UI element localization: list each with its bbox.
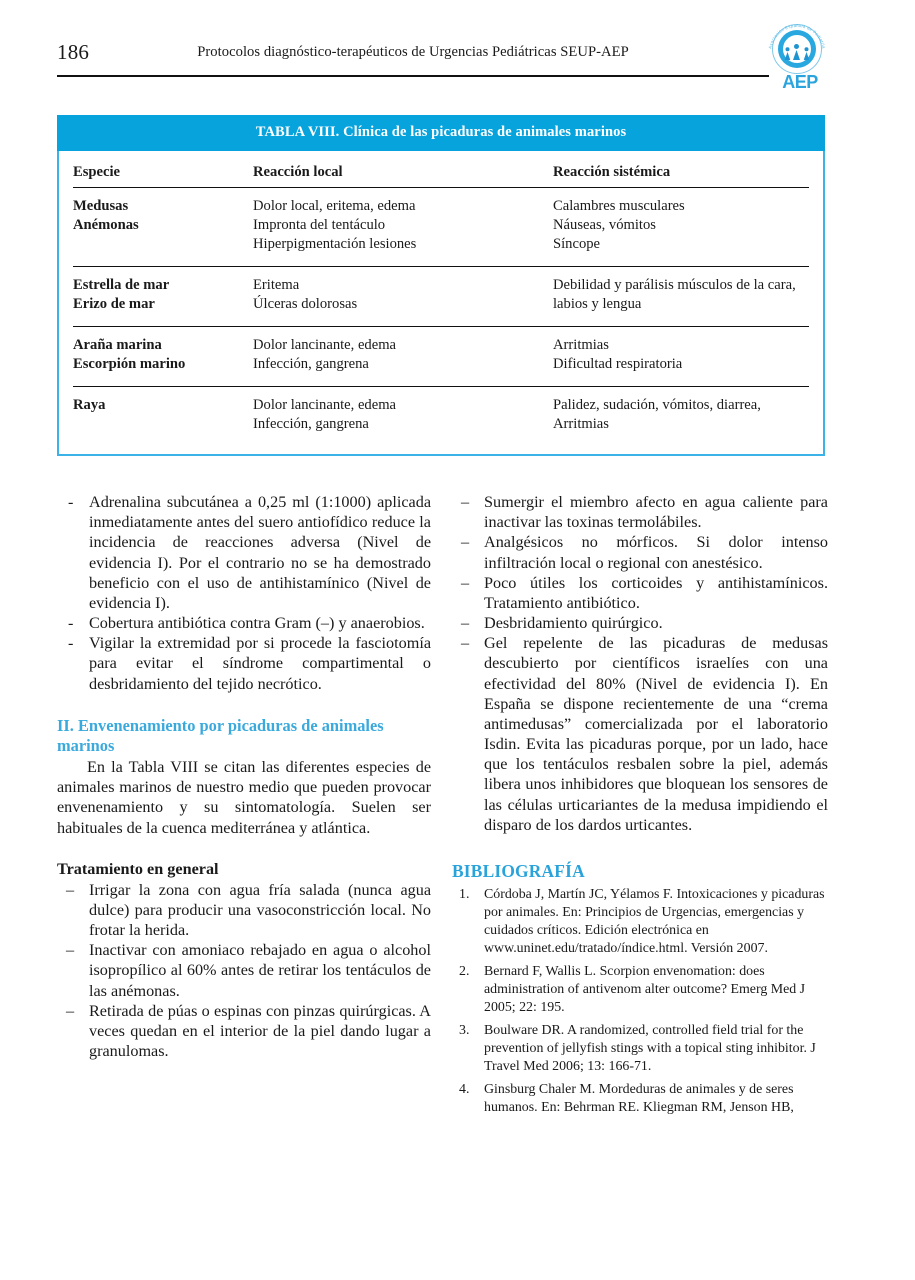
cell-line: Palidez, sudación, vómitos, diarrea, xyxy=(553,396,761,413)
list-item-text: Desbridamiento quirúrgico. xyxy=(484,614,663,633)
cell-line: Arritmias xyxy=(553,415,609,432)
cell-line: Dolor lancinante, edema xyxy=(253,396,397,413)
logo-arc-label: Asociación Española de Pediatría xyxy=(767,22,827,50)
cell-line: labios y lengua xyxy=(553,295,642,312)
table-row xyxy=(73,266,809,326)
section-heading-ii: II. Envenenamiento por picaduras de animales marinos xyxy=(57,715,384,755)
list-item-text: Sumergir el miembro afecto en agua caliente para inactivar las toxinas termolábiles. xyxy=(484,493,828,532)
bullet-glyph: – xyxy=(66,880,75,899)
cell-line: Raya xyxy=(73,396,106,413)
cell-reaccion-sistemica xyxy=(553,266,809,326)
table-body xyxy=(57,151,825,456)
cell-line: Dolor local, eritema, edema xyxy=(253,198,416,214)
cell-line: Estrella de mar xyxy=(73,276,170,293)
list-item-text: Vigilar la extremidad por si procede la fasciotomía para evitar el síndrome compartimental o desbridamiento del tejido necrótico. xyxy=(89,634,431,693)
bullet-glyph: – xyxy=(66,1001,75,1020)
bullet-glyph: - xyxy=(68,634,74,653)
general-treatment-list xyxy=(57,880,431,1062)
list-item xyxy=(57,633,431,694)
list-item xyxy=(57,880,431,941)
list-item xyxy=(452,532,828,572)
logo-wordmark: AEP xyxy=(782,72,818,92)
list-item-text: Adrenalina subcutánea a 0,25 ml (1:1000) aplicada inmediatamente antes del suero antiofídico reduce la incidencia de reacciones adversa (Nivel de evidencia I). Por el contrario no se ha demostrado beneficio con el uso de antihistamínico (Nivel de evidencia I). xyxy=(89,493,431,612)
list-item-text: Irrigar la zona con agua fría salada (nunca agua dulce) para producir una vasoconstricción local. No frotar la herida. xyxy=(89,880,431,940)
clinical-table xyxy=(73,160,809,440)
right-column xyxy=(452,492,828,1122)
cell-especie xyxy=(73,188,253,267)
cell-line: Impronta del tentáculo xyxy=(253,216,386,233)
list-item-text: Poco útiles los corticoides y antihistamínicos. Tratamiento antibiótico. xyxy=(484,573,828,612)
list-item xyxy=(57,1001,431,1062)
list-item-text: Gel repelente de las picaduras de medusas descubierto por científicos israelíes con una efectividad del 80% (Nivel de evidencia I). En España se dispone recientemente de una “crema antimedusas” comercializada por el laboratorio Isdin. Evita las picaduras porque, por un lado, hace que los tentáculos resbalen sobre la piel, además libera unos inhibidores que bloquean los sensores de las células urticariantes de la medusa impidiendo el disparo de los dardos urticantes. xyxy=(484,634,828,834)
list-item-text: Inactivar con amoniaco rebajado en agua o alcohol isopropílico al 60% antes de retirar los tentáculos de las anémonas. xyxy=(89,941,431,1000)
cell-line: Dificultad respiratoria xyxy=(553,355,683,372)
running-head-title: Protocolos diagnóstico-terapéuticos de Urgencias Pediátricas SEUP-AEP xyxy=(197,44,629,60)
list-item xyxy=(452,492,828,532)
table-header-row xyxy=(73,160,809,188)
reference-number: 2. xyxy=(459,963,470,979)
bullet-glyph: - xyxy=(68,614,74,633)
bibliography-list xyxy=(452,886,828,1117)
cell-line: Calambres musculares xyxy=(553,198,685,214)
list-item xyxy=(452,633,828,835)
list-item xyxy=(57,492,431,613)
marine-treatment-list xyxy=(452,492,828,835)
table-row xyxy=(73,188,809,267)
reference-text: Boulware DR. A randomized, controlled field trial for the prevention of jellyfish stings with a topical sting inhibitor. J Travel Med 2006; 13: 166-71. xyxy=(484,1022,816,1074)
cell-line: Hiperpigmentación lesiones xyxy=(253,235,417,252)
cell-reaccion-local xyxy=(253,386,553,439)
cell-line: Infección, gangrena xyxy=(253,355,369,372)
column-header-reaccion-local: Reacción local xyxy=(253,160,553,188)
aep-logo xyxy=(760,24,840,90)
subheading-tratamiento-general: Tratamiento en general xyxy=(57,859,219,878)
cell-especie xyxy=(73,386,253,439)
list-item-text: Cobertura antibiótica contra Gram (–) y anaerobios. xyxy=(89,614,425,633)
list-item xyxy=(452,573,828,613)
bullet-glyph: – xyxy=(461,573,470,592)
table-caption: TABLA VIII. Clínica de las picaduras de animales marinos xyxy=(57,115,825,151)
reference-text: Ginsburg Chaler M. Mordeduras de animales y de seres humanos. En: Behrman RE. Kliegman RM, Jenson HB, xyxy=(484,1081,794,1115)
cell-reaccion-sistemica xyxy=(553,326,809,386)
cell-line: Anémonas xyxy=(73,216,139,233)
table-row xyxy=(73,326,809,386)
list-item xyxy=(57,940,431,1001)
cell-line: Arritmias xyxy=(553,336,609,353)
reference-number: 3. xyxy=(459,1022,470,1038)
list-item-text: Analgésicos no mórficos. Si dolor intenso infiltración local o regional con anestésico. xyxy=(484,533,828,572)
cell-reaccion-sistemica xyxy=(553,386,809,439)
bullet-glyph: – xyxy=(66,941,75,960)
cell-line: Araña marina xyxy=(73,336,162,353)
reference-text: Córdoba J, Martín JC, Yélamos F. Intoxicaciones y picaduras por animales. En: Principios de Urgencias, emergencias y cuidados críticos. Edición electrónica en www.uninet.edu/tratado/índice.html. Versión 2007. xyxy=(484,886,825,956)
cell-line: Escorpión marino xyxy=(73,355,186,372)
section-paragraph: En la Tabla VIII se citan las diferentes especies de animales marinos de nuestro medio que pueden provocar envenenamiento y su sintomatología. Suelen ser habituales de la cuenca mediterránea y atlántica. xyxy=(57,758,431,837)
cell-line: Síncope xyxy=(553,235,601,252)
page-header xyxy=(57,38,769,84)
bullet-glyph: – xyxy=(461,634,470,653)
bullet-glyph: – xyxy=(461,533,470,552)
bullet-glyph: - xyxy=(68,493,74,511)
bullet-glyph: – xyxy=(461,493,470,511)
cell-reaccion-local xyxy=(253,188,553,267)
header-divider xyxy=(57,75,769,77)
bibliography-heading: BIBLIOGRAFÍA xyxy=(452,860,585,881)
list-item xyxy=(452,613,828,633)
bibliography-item xyxy=(452,1022,828,1076)
cell-line: Erizo de mar xyxy=(73,295,155,312)
snake-bite-treatment-list xyxy=(57,492,431,694)
cell-line: Medusas xyxy=(73,198,129,214)
reference-number: 1. xyxy=(459,886,470,902)
cell-reaccion-local xyxy=(253,266,553,326)
bibliography-item xyxy=(452,963,828,1017)
list-item xyxy=(57,613,431,633)
page-number: 186 xyxy=(57,40,90,64)
cell-especie xyxy=(73,326,253,386)
cell-line: Eritema xyxy=(253,276,300,293)
list-item-text: Retirada de púas o espinas con pinzas quirúrgicas. A veces quedan en el interior de la piel dando lugar a granulomas. xyxy=(89,1001,431,1061)
table-row xyxy=(73,386,809,439)
cell-especie xyxy=(73,266,253,326)
cell-line: Infección, gangrena xyxy=(253,415,369,432)
logo-arc-text xyxy=(760,22,834,76)
reference-number: 4. xyxy=(459,1081,470,1097)
cell-line: Úlceras dolorosas xyxy=(253,295,358,312)
svg-text:Asociación Española de Pediatr xyxy=(767,23,826,50)
bibliography-item xyxy=(452,886,828,958)
bibliography-item xyxy=(452,1081,828,1117)
cell-line: Náuseas, vómitos xyxy=(553,216,656,233)
cell-reaccion-local xyxy=(253,326,553,386)
cell-reaccion-sistemica xyxy=(553,188,809,267)
table-viii xyxy=(57,115,825,456)
bullet-glyph: – xyxy=(461,614,470,633)
cell-line: Debilidad y parálisis músculos de la cara, xyxy=(553,276,796,293)
left-column xyxy=(57,492,431,1061)
column-header-especie: Especie xyxy=(73,160,253,188)
column-header-reaccion-sistemica: Reacción sistémica xyxy=(553,160,809,188)
cell-line: Dolor lancinante, edema xyxy=(253,336,397,353)
reference-text: Bernard F, Wallis L. Scorpion envenomation: does administration of antivenom alter outcome? Emerg Med J 2005; 22: 195. xyxy=(484,963,806,1015)
